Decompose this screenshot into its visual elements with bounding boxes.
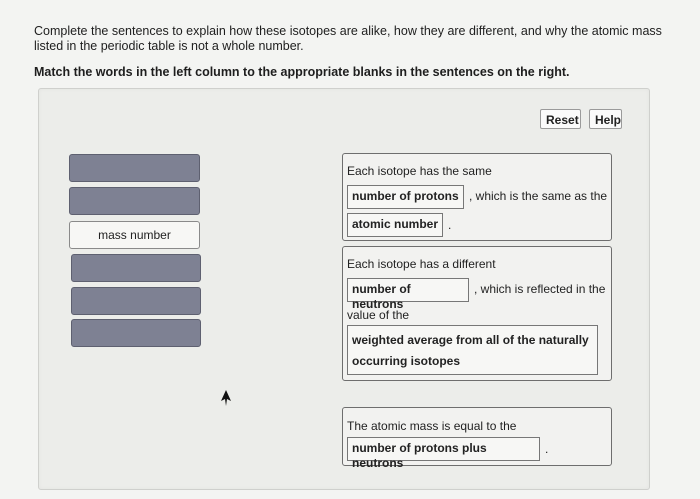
word-bank-item-used xyxy=(71,319,201,347)
word-bank-item-used xyxy=(69,154,200,182)
word-bank-item-used xyxy=(69,187,200,215)
sentence-1-text: Each isotope has the same xyxy=(347,164,492,178)
mouse-cursor-icon xyxy=(219,389,233,407)
help-button[interactable]: Help xyxy=(589,109,622,129)
word-bank-item-used xyxy=(71,254,201,282)
blank-atomic-number[interactable]: atomic number xyxy=(347,213,443,237)
sentence-2-text: Each isotope has a different xyxy=(347,257,496,271)
word-bank-item-used xyxy=(71,287,201,315)
blank-number-of-protons[interactable]: number of protons xyxy=(347,185,464,209)
instructions-match: Match the words in the left column to the appropriate blanks in the sentences on the right. xyxy=(34,65,570,79)
sentence-2-cont: value of the xyxy=(347,308,410,322)
sentence-3-end: . xyxy=(545,442,549,456)
reset-button[interactable]: Reset xyxy=(540,109,581,129)
blank-number-of-neutrons[interactable]: number of neutrons xyxy=(347,278,469,302)
sentence-1-middle: , which is the same as the xyxy=(469,189,608,203)
blank-weighted-average[interactable]: weighted average from all of the naturally occurring isotopes xyxy=(347,325,598,375)
sentence-2-middle: , which is reflected in the xyxy=(474,282,606,296)
instructions-text: Complete the sentences to explain how these isotopes are alike, how they are different, and why the atomic mass listed in the periodic table is not a whole number. xyxy=(34,24,662,53)
sentence-3-text: The atomic mass is equal to the xyxy=(347,419,517,433)
word-bank-item-mass-number[interactable]: mass number xyxy=(69,221,200,249)
sentence-1-end: . xyxy=(448,218,452,232)
blank-number-of-protons-plus-neutrons[interactable]: number of protons plus neutrons xyxy=(347,437,540,461)
